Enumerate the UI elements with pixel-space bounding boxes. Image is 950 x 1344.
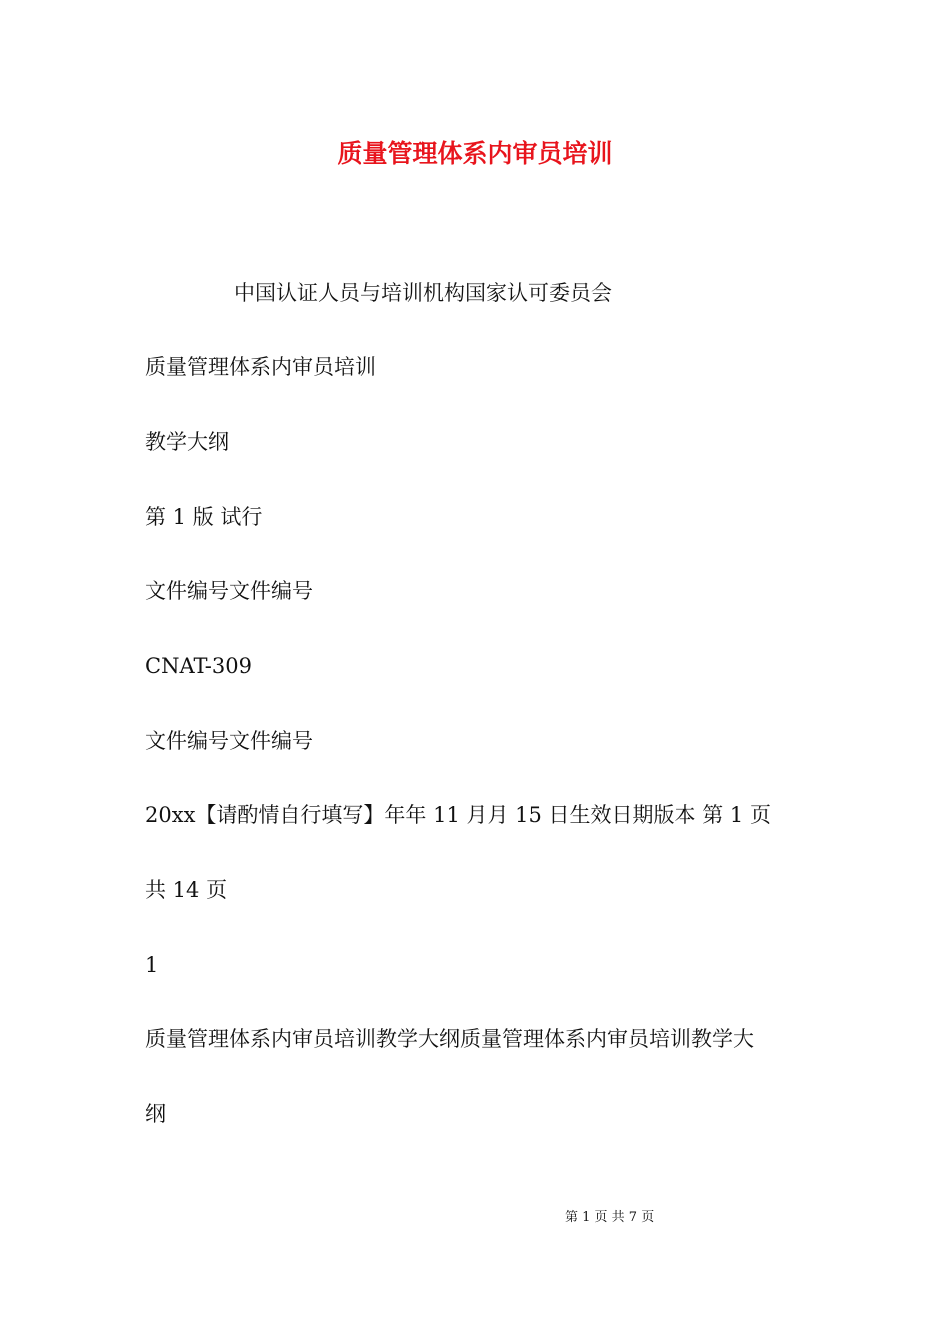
body-line-version: 第 1 版 试行 (145, 505, 263, 529)
body-line-heading-wrap: 纲 (145, 1102, 166, 1126)
body-line-total-pages: 共 14 页 (145, 878, 228, 902)
page-footer: 第 1 页 共 7 页 (565, 1210, 655, 1225)
body-line-page-number: 1 (145, 953, 159, 977)
body-line-doc-number-label: 文件编号文件编号 (145, 579, 313, 603)
body-line-course-name: 质量管理体系内审员培训 (145, 355, 376, 379)
body-line-doc-code: CNAT-309 (145, 654, 252, 678)
organization-name: 中国认证人员与培训机构国家认可委员会 (234, 281, 612, 305)
body-line-heading: 质量管理体系内审员培训教学大纲质量管理体系内审员培训教学大 (145, 1027, 754, 1051)
body-line-syllabus: 教学大纲 (145, 430, 229, 454)
body-line-effective-date: 20xx【请酌情自行填写】年年 11 月月 15 日生效日期版本 第 1 页 (145, 803, 771, 827)
document-title: 质量管理体系内审员培训 (337, 139, 613, 168)
body-line-doc-number-label-2: 文件编号文件编号 (145, 729, 313, 753)
